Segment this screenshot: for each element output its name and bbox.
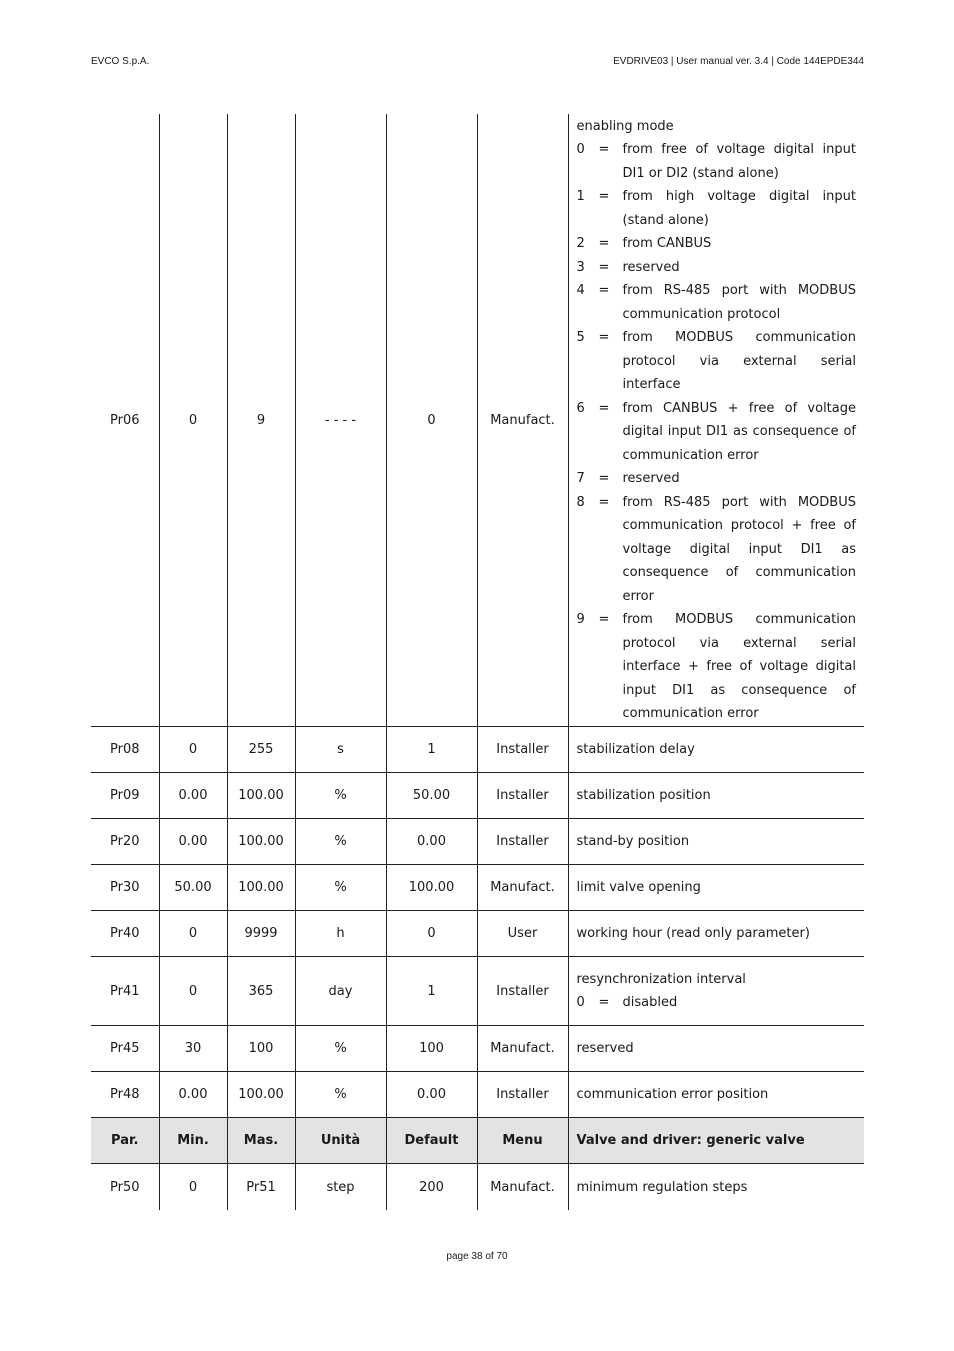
option-equals: = bbox=[598, 189, 610, 204]
option-text: from RS-485 port with MODBUS communication protocol bbox=[622, 283, 856, 322]
option-text: from free of voltage digital input DI1 or DI2 (stand alone) bbox=[622, 142, 856, 181]
header-document-info: EVDRIVE03 | User manual ver. 3.4 | Code 144EPDE344 bbox=[613, 56, 864, 67]
cell-description: limit valve opening bbox=[568, 865, 864, 911]
description-title: resynchronization interval bbox=[576, 971, 746, 987]
cell-menu: Manufact. bbox=[477, 865, 568, 911]
cell-min: 0 bbox=[159, 114, 227, 727]
option-text: from RS-485 port with MODBUS communication protocol + free of voltage digital input DI1 as consequence of communication error bbox=[622, 494, 856, 604]
cell-unit: % bbox=[295, 1026, 386, 1072]
option-text: from CANBUS bbox=[622, 236, 712, 251]
header-default: Default bbox=[386, 1118, 477, 1164]
table-row bbox=[91, 957, 864, 1026]
cell-max: 100.00 bbox=[227, 1072, 295, 1118]
cell-default: 200 bbox=[386, 1164, 477, 1211]
cell-par: Pr50 bbox=[110, 1179, 140, 1195]
option-item bbox=[577, 279, 857, 326]
header-company: EVCO S.p.A. bbox=[91, 56, 150, 67]
option-number: 4 bbox=[576, 283, 585, 298]
table-row bbox=[91, 911, 864, 957]
table-row bbox=[91, 819, 864, 865]
option-item bbox=[577, 232, 857, 256]
option-text: from high voltage digital input (stand alone) bbox=[622, 189, 856, 228]
option-number: 9 bbox=[576, 612, 585, 627]
cell-default: 50.00 bbox=[386, 773, 477, 819]
option-equals: = bbox=[598, 400, 610, 416]
cell-max: 9999 bbox=[227, 911, 295, 957]
option-text: from CANBUS + free of voltage digital input DI1 as consequence of communication error bbox=[622, 400, 856, 463]
cell-menu: Manufact. bbox=[477, 114, 568, 727]
cell-unit: % bbox=[295, 865, 386, 911]
cell-menu: User bbox=[477, 911, 568, 957]
header-par: Par. bbox=[91, 1118, 159, 1164]
option-number: 5 bbox=[576, 330, 585, 345]
option-equals: = bbox=[598, 259, 610, 275]
cell-par: Pr45 bbox=[91, 1026, 159, 1072]
cell-min: 0.00 bbox=[159, 773, 227, 819]
option-item bbox=[577, 608, 857, 726]
header-section-title: Valve and driver: generic valve bbox=[568, 1118, 864, 1164]
cell-default: 0 bbox=[386, 114, 477, 727]
cell-max: 9 bbox=[227, 114, 295, 727]
page-number: page 38 of 70 bbox=[446, 1251, 508, 1262]
option-equals: = bbox=[598, 494, 610, 510]
cell-par: Pr41 bbox=[91, 957, 159, 1026]
option-number: 8 bbox=[576, 494, 585, 510]
cell-unit: s bbox=[295, 727, 386, 773]
option-number: 0 bbox=[576, 142, 585, 157]
option-item bbox=[577, 491, 857, 609]
cell-menu: Manufact. bbox=[477, 1026, 568, 1072]
cell-par: Pr09 bbox=[91, 773, 159, 819]
header-min: Min. bbox=[159, 1118, 227, 1164]
cell-menu: Installer bbox=[477, 819, 568, 865]
cell-default: 0.00 bbox=[386, 819, 477, 865]
cell-max: 100 bbox=[227, 1026, 295, 1072]
option-item bbox=[577, 326, 857, 397]
option-text: disabled bbox=[622, 995, 678, 1010]
option-number: 0 bbox=[576, 995, 585, 1010]
option-item bbox=[577, 256, 857, 280]
option-text: from MODBUS communication protocol via external serial interface + free of voltage digital input DI1 as consequence of communication error bbox=[622, 612, 856, 721]
option-number: 3 bbox=[576, 259, 585, 275]
cell-par: Pr20 bbox=[91, 819, 159, 865]
cell-description: stand-by position bbox=[568, 819, 864, 865]
option-text: from MODBUS communication protocol via external serial interface bbox=[622, 330, 856, 392]
cell-par: Pr30 bbox=[91, 865, 159, 911]
cell-description bbox=[568, 957, 864, 1026]
option-item bbox=[577, 467, 857, 491]
cell-unit: day bbox=[295, 957, 386, 1026]
option-equals: = bbox=[598, 142, 610, 157]
cell-min: 0.00 bbox=[159, 819, 227, 865]
option-equals: = bbox=[598, 236, 610, 251]
cell-min: 0 bbox=[159, 911, 227, 957]
cell-max: 255 bbox=[227, 727, 295, 773]
cell-default: 100 bbox=[386, 1026, 477, 1072]
option-item bbox=[577, 397, 857, 468]
cell-default: 1 bbox=[386, 957, 477, 1026]
cell-description: reserved bbox=[568, 1026, 864, 1072]
cell-max: 100.00 bbox=[227, 819, 295, 865]
cell-unit: - - - - bbox=[295, 114, 386, 727]
cell-description: working hour (read only parameter) bbox=[568, 911, 864, 957]
cell-menu: Installer bbox=[477, 957, 568, 1026]
option-equals: = bbox=[598, 995, 610, 1010]
cell-min: 30 bbox=[159, 1026, 227, 1072]
header-menu: Menu bbox=[477, 1118, 568, 1164]
cell-description bbox=[568, 114, 864, 727]
option-item bbox=[577, 991, 857, 1015]
option-text: reserved bbox=[622, 471, 680, 486]
cell-menu: Installer bbox=[477, 1072, 568, 1118]
header-max: Mas. bbox=[227, 1118, 295, 1164]
option-equals: = bbox=[598, 471, 610, 486]
parameters-table bbox=[91, 114, 864, 1210]
cell-description: minimum regulation steps bbox=[568, 1164, 864, 1211]
cell-unit: h bbox=[295, 911, 386, 957]
cell-default: 0 bbox=[386, 911, 477, 957]
table-row bbox=[91, 1026, 864, 1072]
cell-min: 50.00 bbox=[159, 865, 227, 911]
option-number: 2 bbox=[576, 236, 585, 251]
cell-default: 1 bbox=[386, 727, 477, 773]
table-row bbox=[91, 727, 864, 773]
cell-menu: Manufact. bbox=[477, 1164, 568, 1211]
table-row bbox=[91, 773, 864, 819]
cell-min: 0.00 bbox=[159, 1072, 227, 1118]
option-number: 7 bbox=[576, 471, 585, 486]
cell-description: stabilization position bbox=[568, 773, 864, 819]
table-row bbox=[91, 1164, 864, 1211]
cell-unit: % bbox=[295, 819, 386, 865]
option-number: 6 bbox=[576, 400, 585, 416]
option-item bbox=[577, 138, 857, 185]
cell-par: Pr08 bbox=[91, 727, 159, 773]
cell-default: 0.00 bbox=[386, 1072, 477, 1118]
cell-max: Pr51 bbox=[227, 1164, 295, 1211]
cell-description: communication error position bbox=[568, 1072, 864, 1118]
option-text: reserved bbox=[622, 259, 680, 275]
cell-min: 0 bbox=[159, 1164, 227, 1211]
table-row bbox=[91, 865, 864, 911]
option-equals: = bbox=[598, 330, 610, 345]
cell-menu: Installer bbox=[477, 773, 568, 819]
cell-menu: Installer bbox=[477, 727, 568, 773]
option-equals: = bbox=[598, 612, 610, 627]
option-item bbox=[577, 185, 857, 232]
cell-max: 100.00 bbox=[227, 773, 295, 819]
cell-min: 0 bbox=[159, 957, 227, 1026]
table-row bbox=[91, 1072, 864, 1118]
cell-max: 365 bbox=[227, 957, 295, 1026]
section-header-row bbox=[91, 1118, 864, 1164]
cell-min: 0 bbox=[159, 727, 227, 773]
table-row bbox=[91, 114, 864, 727]
cell-default: 100.00 bbox=[386, 865, 477, 911]
cell-par: Pr06 bbox=[91, 114, 159, 727]
cell-description: stabilization delay bbox=[568, 727, 864, 773]
cell-max: 100.00 bbox=[227, 865, 295, 911]
cell-unit: % bbox=[295, 1072, 386, 1118]
cell-unit: % bbox=[295, 773, 386, 819]
cell-unit: step bbox=[295, 1164, 386, 1211]
header-unit: Unità bbox=[295, 1118, 386, 1164]
description-title: enabling mode bbox=[576, 118, 674, 134]
cell-par: Pr40 bbox=[91, 911, 159, 957]
option-number: 1 bbox=[576, 189, 585, 204]
option-equals: = bbox=[598, 283, 610, 298]
cell-par: Pr48 bbox=[91, 1072, 159, 1118]
